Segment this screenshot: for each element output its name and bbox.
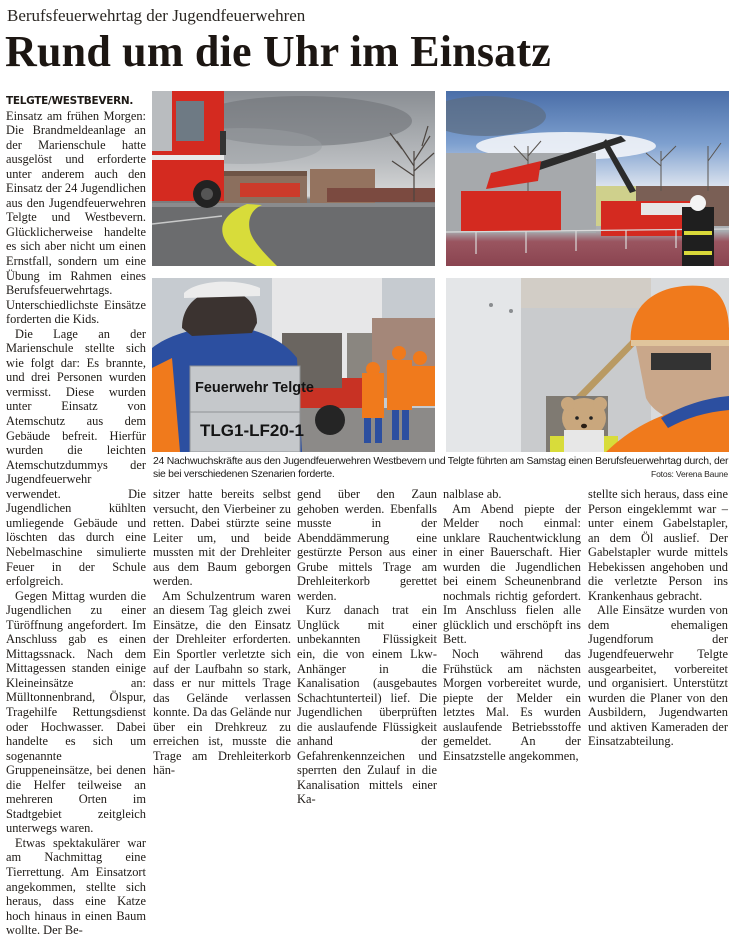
- paragraph: Etwas spektakulärer war am Nachmittag eine Tierrettung. Am Einsatzort angekommen, stellte sich heraus, dass eine Katze hoch hinaus in einen Baum wollte. Der Be-: [6, 835, 146, 938]
- paragraph: Die Lage an der Marienschule stellte sich wie folgt dar: Es brannte, und drei Personen wurden vermisst. Diese wurden unter Einsatz von Atemschutz aus dem Gebäude befreit. Hierfür wurden die leichten Atemschutzdummys der Jugendfeuerwehr verwendet. Die Jugendlichen kühlten umliegende Gebäude und löschten das durch eine Nebelmaschine simulierte Feuer in der Schule erfolgreich.: [6, 326, 146, 589]
- photo-caption: 24 Nachwuchskräfte aus den Jugendfeuerwehren Westbevern und Telgte führten am Samstag einen Berufsfeuerwehrtag durch, der sie bei verschiedenen Szenarien forderte.: [153, 456, 729, 480]
- paragraph: Alle Einsätze wurden von dem ehemaligen Jugendforum der Jugendfeuerwehr Telgte ausgearbeitet, vorbereitet und organisiert. Unterstützt wurden die Planer von den Ausbildern, Jugendwarten und aktiven Kameraden der Einsatzabteilung.: [588, 603, 728, 749]
- photo-credit: Fotos: Verena Baune: [651, 469, 728, 479]
- photo-teddy-bear-rescue: [446, 278, 729, 452]
- headline: Rund um die Uhr im Einsatz: [5, 27, 551, 76]
- paragraph: sitzer hatte bereits selbst versucht, den Vierbeiner zu retten. Dabei stürzte seine Leiter um, und beide mussten mit der Drehleiter aus dem Baum geborgen werden.: [153, 487, 291, 589]
- paragraph: Am Abend piepte der Melder noch einmal: unklare Rauchentwicklung in einer Bauerschaft. Hier wurden die Jugendlichen bei einem Scheunenbrand nochmals richtig gefordert. Im Anschluss fielen alle glücklich und erschöpft ins Bett.: [443, 501, 581, 647]
- kicker: Berufsfeuerwehrtag der Jugendfeuerwehren: [7, 6, 306, 25]
- text-column-1: [6, 93, 146, 938]
- text-column-5: [588, 487, 728, 749]
- paragraph: gend über den Zaun gehoben werden. Ebenfalls musste in der Abenddämmerung eine gestürzte Person aus einer Grube mittels Trage am Drehleiterkorb gerettet werden.: [297, 487, 437, 603]
- text-column-3: [297, 487, 437, 807]
- vest-text-line-2: TLG1-LF20-1: [200, 421, 304, 440]
- paragraph: [6, 93, 146, 327]
- paragraph: stellte sich heraus, dass eine Person eingeklemmt war – unter einem Gabelstapler, an dem Öl auslief. Der Gabelstapler wurde mittels Hebekissen angehoben und die verletzte Person ins Krankenhaus gebracht.: [588, 487, 728, 603]
- dateline: TELGTE/WESTBEVERN.: [6, 95, 134, 107]
- paragraph-text: Einsatz am frühen Morgen: Die Brandmeldeanlage an der Marienschule hatte ausgelöst und erforderte unter anderem auch den Einsatz der 24 Jugendlichen aus den Jugendfeuerwehren Telgte und Westbevern. Glücklicherweise handelte es sich aber nicht um einen Ernstfall, sondern um eine Übung im Rahmen eines Berufsfeuerwehrtags. Unterschiedlichste Einsätze forderten die Kids.: [6, 108, 146, 327]
- photo-schoolyard-hose: [152, 91, 435, 266]
- paragraph: Kurz danach trat ein Unglück mit einer unbekannten Flüssigkeit ein, die von einem Lkw-Anhänger in die Kanalisation (ausgebautes Schachtunterteil) lief. Die Jugendlichen überprüften die auslaufende Flüssigkeit anhand der Gefahrenkennzeichen und sperrten den Zulauf in die Kanalisation mittels einer Ka-: [297, 603, 437, 807]
- paragraph: Noch während das Frühstück am nächsten Morgen vorbereitet wurde, piepte der Melder ein letztes Mal. Es wurden auslaufende Betriebsstoffe gemeldet. An der Einsatzstelle angekommen,: [443, 647, 581, 763]
- paragraph: nalblase ab.: [443, 487, 502, 501]
- photo-vest-feuerwehr-telgte: [152, 278, 435, 452]
- paragraph: Gegen Mittag wurden die Jugendlichen zu einer Türöffnung angefordert. Im Anschluss gab es einen Mittagssnack. Nach dem Mittagessen standen einige Kleineinsätze an: Mülltonnenbrand, Ölspur, Tragehilfe Rettungsdienst oder Hochwasser. Dabei handelte es sich um sogenannte Gruppeneinsätze, bei denen die Helfer teilweise an mehreren Orten im Stadtgebiet zeitgleich unterwegs waren.: [6, 588, 146, 836]
- paragraph: Am Schulzentrum waren an diesem Tag gleich zwei Einsätze, die den Einsatz der Drehleiter erforderten. Ein Sportler verletzte sich auf der Laufbahn so stark, dass er nur mittels Trage das Gelände verlassen konnte. Da das Gelände nur über ein Drehkreuz zu erreichen ist, musste die Trage am Drehleiterkorb hän-: [153, 588, 291, 778]
- photo-turntable-ladder: [446, 91, 729, 266]
- vest-text-line-1: Feuerwehr Telgte: [195, 380, 314, 396]
- photo-schoolyard-hose-image: [152, 91, 435, 266]
- photo-teddy-bear-rescue-image: [446, 278, 729, 452]
- photo-turntable-ladder-image: [446, 91, 729, 266]
- text-column-2: [153, 487, 291, 778]
- photo-vest-feuerwehr-telgte-image: [152, 278, 435, 452]
- text-column-4: [443, 487, 581, 763]
